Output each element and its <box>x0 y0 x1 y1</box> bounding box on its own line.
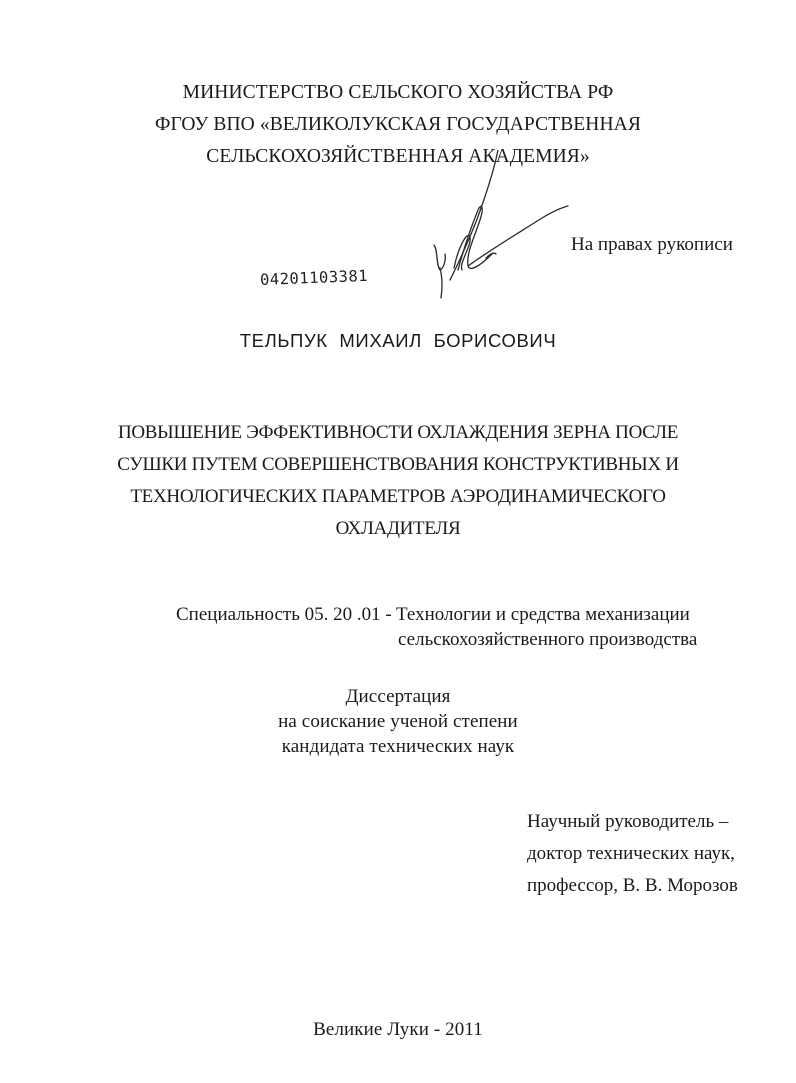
specialty-text-line-1: Технологии и средства механизации <box>396 604 690 625</box>
specialty-text-line-2: сельскохозяйственного производства <box>398 629 698 650</box>
place-and-year: Великие Луки - 2011 <box>313 1019 483 1040</box>
manuscript-rights-note: На правах рукописи <box>571 234 733 255</box>
institution-line-2: СЕЛЬСКОХОЗЯЙСТВЕННАЯ АКАДЕМИЯ» <box>206 146 590 167</box>
dissertation-label: Диссертация <box>345 686 451 707</box>
author-name: ТЕЛЬПУК МИХАИЛ БОРИСОВИЧ <box>239 330 557 351</box>
degree-purpose: на соискание ученой степени <box>278 711 518 732</box>
signature-stroke-1 <box>450 150 498 280</box>
title-line-3: ТЕХНОЛОГИЧЕСКИХ ПАРАМЕТРОВ АЭРОДИНАМИЧЕСКОГО <box>130 486 666 507</box>
title-line-4: ОХЛАДИТЕЛЯ <box>335 518 461 539</box>
ministry-heading: МИНИСТЕРСТВО СЕЛЬСКОГО ХОЗЯЙСТВА РФ <box>182 82 614 103</box>
title-line-2: СУШКИ ПУТЕМ СОВЕРШЕНСТВОВАНИЯ КОНСТРУКТИВНЫХ И <box>117 454 679 475</box>
degree-name: кандидата технических наук <box>281 736 515 757</box>
signature-stroke-6 <box>468 206 568 266</box>
registration-number: 04201103381 <box>259 266 369 289</box>
title-line-1: ПОВЫШЕНИЕ ЭФФЕКТИВНОСТИ ОХЛАЖДЕНИЯ ЗЕРНА ПОСЛЕ <box>117 422 679 443</box>
supervisor-name: профессор, В. В. Морозов <box>527 875 738 896</box>
supervisor-degree: доктор технических наук, <box>527 843 735 864</box>
signature-stroke-2 <box>434 245 445 270</box>
supervisor-title: Научный руководитель – <box>527 811 729 832</box>
signature-mark <box>410 150 590 300</box>
signature-stroke-3 <box>440 268 442 298</box>
institution-line-1: ФГОУ ВПО «ВЕЛИКОЛУКСКАЯ ГОСУДАРСТВЕННАЯ <box>155 114 641 135</box>
specialty-label: Специальность 05. 20 .01 - <box>176 604 392 625</box>
